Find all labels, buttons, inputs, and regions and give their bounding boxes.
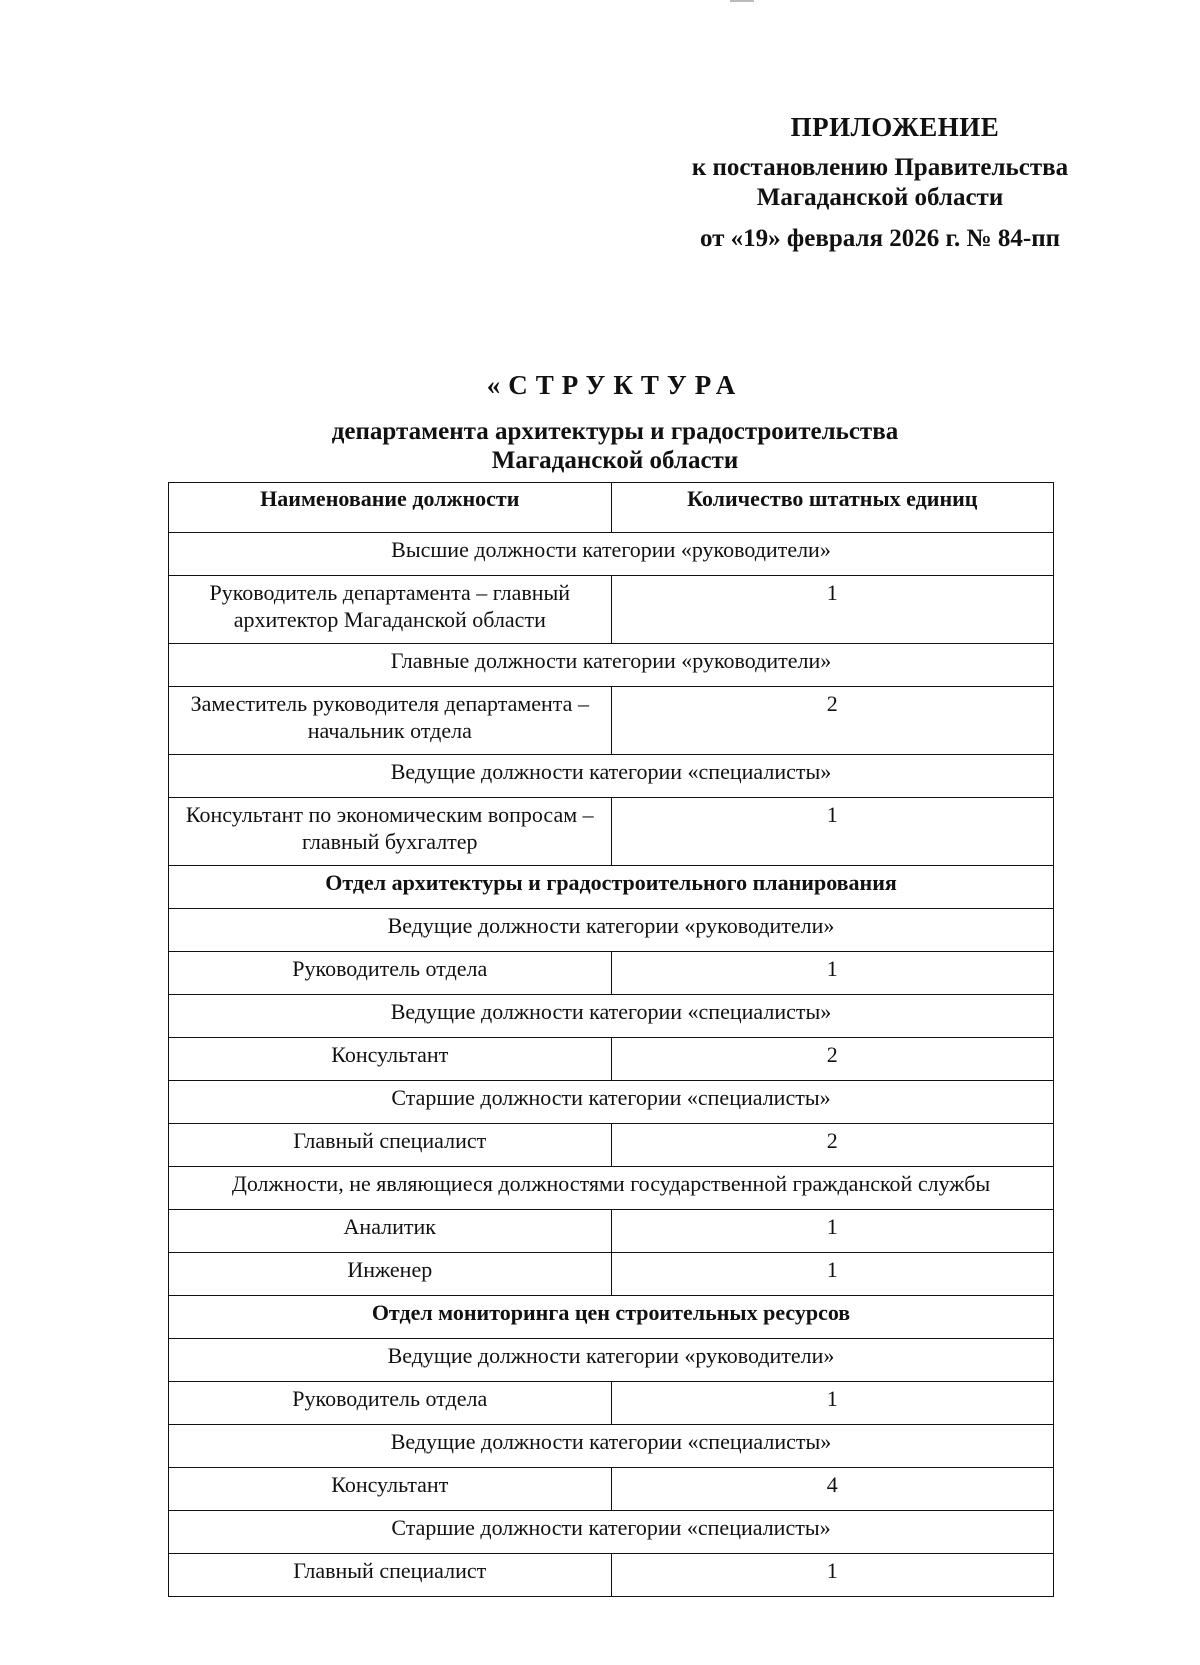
- category-title: Ведущие должности категории «руководители»: [169, 1339, 1054, 1382]
- staff-count: 2: [611, 687, 1053, 755]
- category-row: [169, 909, 1054, 952]
- table-row: [169, 1382, 1054, 1425]
- staff-count: 1: [611, 952, 1053, 995]
- position-name: Консультант по экономическим вопросам – главный бухгалтер: [169, 798, 612, 866]
- scan-mark: [730, 0, 754, 2]
- header-position-name: Наименование должности: [169, 483, 612, 533]
- position-name: Заместитель руководителя департамента – начальник отдела: [169, 687, 612, 755]
- staff-count: 1: [611, 1253, 1053, 1296]
- position-name: Руководитель отдела: [169, 952, 612, 995]
- category-row: [169, 1339, 1054, 1382]
- staff-count: 2: [611, 1038, 1053, 1081]
- position-name: Консультант: [169, 1468, 612, 1511]
- table-row: [169, 1554, 1054, 1597]
- table-row: [169, 798, 1054, 866]
- structure-subtitle-2: Магаданской области: [491, 447, 739, 474]
- staff-count: 1: [611, 1382, 1053, 1425]
- table-header-row: [169, 483, 1054, 533]
- appendix-header: [620, 112, 1140, 253]
- appendix-title: ПРИЛОЖЕНИЕ: [790, 112, 1000, 142]
- category-row: [169, 1425, 1054, 1468]
- table-row: [169, 1253, 1054, 1296]
- category-title: Высшие должности категории «руководители»: [169, 533, 1054, 576]
- staff-count: 1: [611, 1554, 1053, 1597]
- structure-title: «СТРУКТУРА: [486, 370, 744, 400]
- position-name: Консультант: [169, 1038, 612, 1081]
- structure-subtitle-1: департамента архитектуры и градостроительства: [331, 418, 899, 445]
- staff-count: 1: [611, 798, 1053, 866]
- category-row: [169, 995, 1054, 1038]
- category-row: [169, 1167, 1054, 1210]
- appendix-date: от «19» февраля 2026 г. № 84-пп: [699, 225, 1061, 252]
- category-title: Главные должности категории «руководители»: [169, 644, 1054, 687]
- section-title: Отдел мониторинга цен строительных ресурсов: [169, 1296, 1054, 1339]
- appendix-line-2: Магаданской области: [756, 184, 1004, 211]
- staff-count: 1: [611, 1210, 1053, 1253]
- position-name: Главный специалист: [169, 1124, 612, 1167]
- section-row: [169, 1296, 1054, 1339]
- staff-count: 1: [611, 576, 1053, 644]
- table-row: [169, 687, 1054, 755]
- table-row: [169, 1210, 1054, 1253]
- category-row: [169, 1511, 1054, 1554]
- category-title: Ведущие должности категории «специалисты»: [169, 1425, 1054, 1468]
- category-title: Ведущие должности категории «специалисты»: [169, 755, 1054, 798]
- table-row: [169, 1038, 1054, 1081]
- header-staff-count: Количество штатных единиц: [611, 483, 1053, 533]
- position-name: Руководитель департамента – главный архитектор Магаданской области: [169, 576, 612, 644]
- table-row: [169, 576, 1054, 644]
- structure-heading: [170, 370, 1060, 475]
- category-row: [169, 1081, 1054, 1124]
- category-row: [169, 533, 1054, 576]
- category-row: [169, 644, 1054, 687]
- table-row: [169, 1468, 1054, 1511]
- section-title: Отдел архитектуры и градостроительного планирования: [169, 866, 1054, 909]
- category-title: Ведущие должности категории «руководители»: [169, 909, 1054, 952]
- position-name: Инженер: [169, 1253, 612, 1296]
- staff-table-body: [169, 533, 1054, 1597]
- appendix-line-1: к постановлению Правительства: [691, 154, 1069, 181]
- category-title: Старшие должности категории «специалисты»: [169, 1081, 1054, 1124]
- category-title: Должности, не являющиеся должностями государственной гражданской службы: [169, 1167, 1054, 1210]
- category-title: Ведущие должности категории «специалисты»: [169, 995, 1054, 1038]
- table-row: [169, 952, 1054, 995]
- staff-count: 2: [611, 1124, 1053, 1167]
- position-name: Руководитель отдела: [169, 1382, 612, 1425]
- category-row: [169, 755, 1054, 798]
- staff-table: [168, 482, 1054, 1597]
- table-row: [169, 1124, 1054, 1167]
- section-row: [169, 866, 1054, 909]
- position-name: Аналитик: [169, 1210, 612, 1253]
- position-name: Главный специалист: [169, 1554, 612, 1597]
- category-title: Старшие должности категории «специалисты»: [169, 1511, 1054, 1554]
- staff-count: 4: [611, 1468, 1053, 1511]
